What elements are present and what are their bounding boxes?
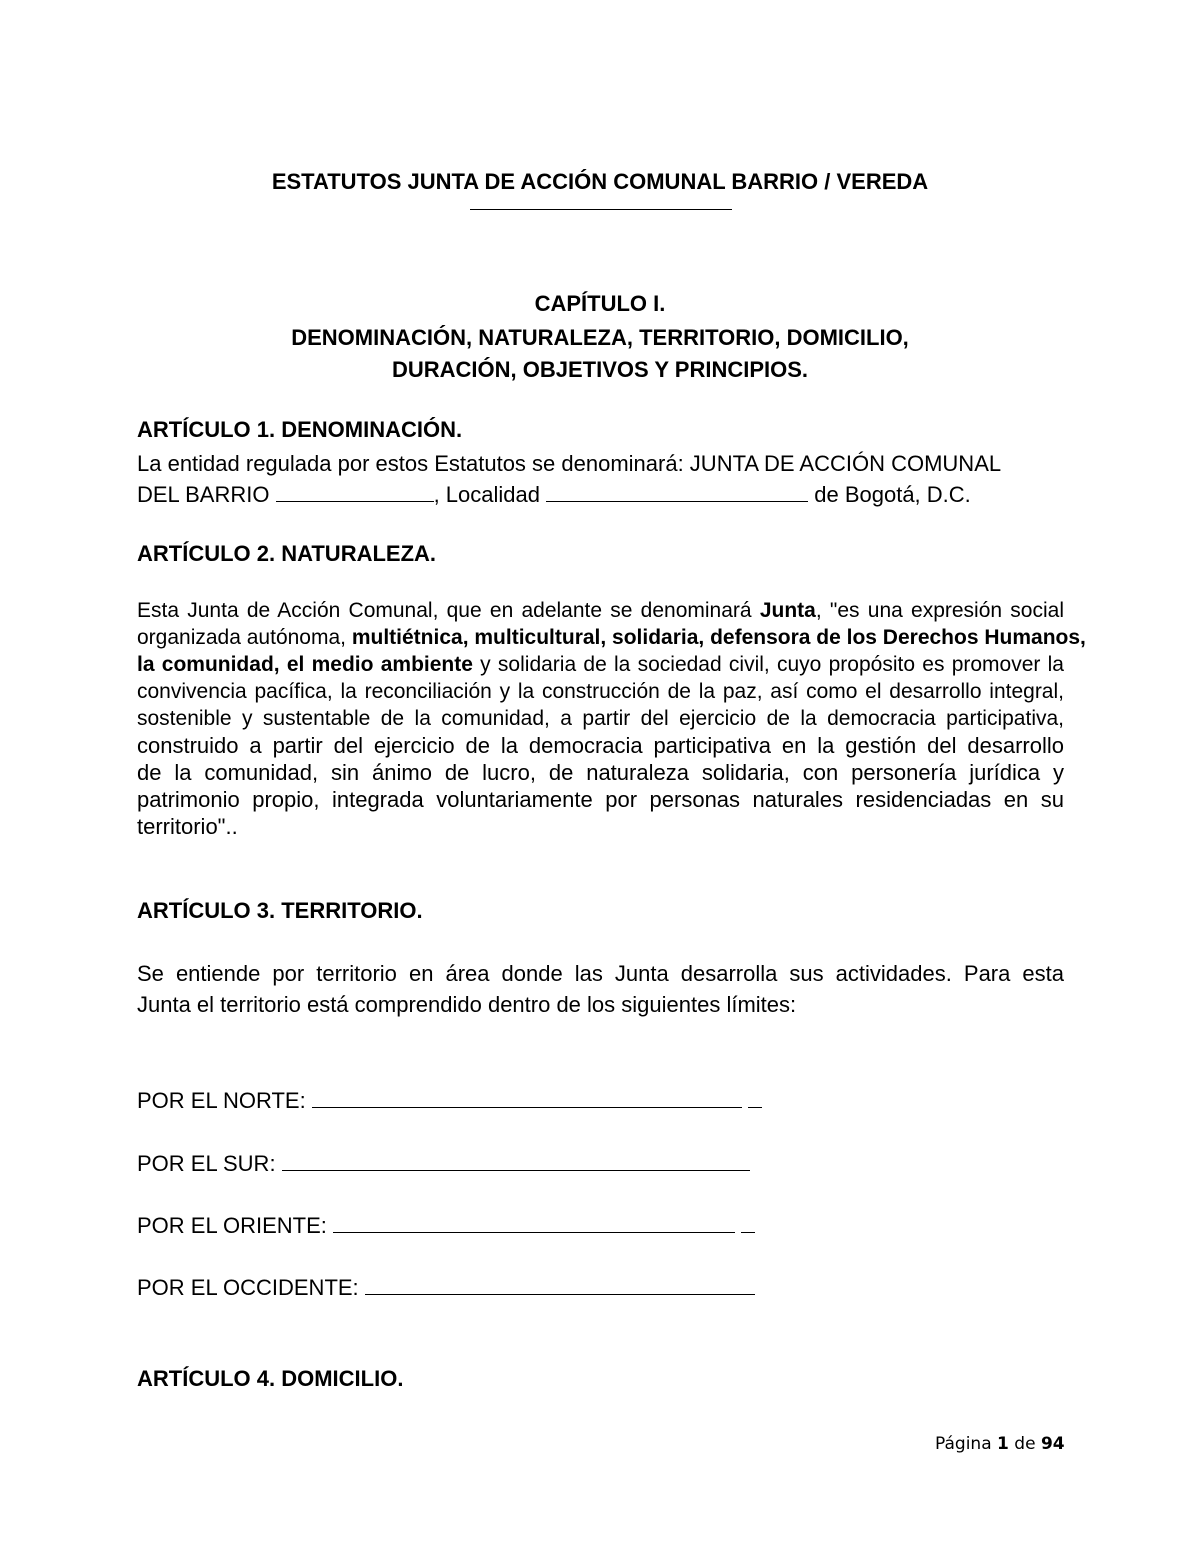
article-2-line-5: sostenible y sustentable de la comunidad, a partir del ejercicio de la democracia participativa,: [137, 707, 1064, 730]
article-2-line-7: de la comunidad, sin ánimo de lucro, de naturaleza solidaria, con personería jurídica y: [137, 760, 1064, 785]
localidad-name-blank: [546, 479, 808, 502]
article-3-line-2: Junta el territorio está comprendido dentro de los siguientes límites:: [137, 992, 797, 1017]
limit-south-blank: [282, 1148, 750, 1171]
article-3-line-1: Se entiende por territorio en área donde las Junta desarrolla sus actividades. Para esta: [137, 961, 1064, 986]
article-2-line-1: Esta Junta de Acción Comunal, que en adelante se denominará Junta, "es una expresión social: [137, 599, 1064, 622]
limit-east-blank-end: [741, 1210, 755, 1233]
limit-south: [137, 1148, 750, 1179]
article-2-line-3: la comunidad, el medio ambiente y solidaria de la sociedad civil, cuyo propósito es promover la: [137, 653, 1064, 676]
limit-north-blank-end: [748, 1085, 762, 1108]
chapter-title-line-1: DENOMINACIÓN, NATURALEZA, TERRITORIO, DOMICILIO,: [291, 325, 909, 350]
barrio-name-blank: [276, 479, 434, 502]
article-2-heading: ARTÍCULO 2. NATURALEZA.: [137, 541, 437, 566]
limit-west: [137, 1272, 755, 1303]
chapter-title-line-2: DURACIÓN, OBJETIVOS Y PRINCIPIOS.: [391, 357, 809, 382]
limit-east: [137, 1210, 755, 1241]
article-1-line-1: La entidad regulada por estos Estatutos se denominará: JUNTA DE ACCIÓN COMUNAL: [137, 451, 1002, 476]
limit-north: [137, 1085, 762, 1116]
article-4-heading: ARTÍCULO 4. DOMICILIO.: [137, 1366, 404, 1391]
chapter-number: CAPÍTULO I.: [534, 291, 666, 316]
article-1-city: de Bogotá, D.C.: [814, 482, 971, 507]
limit-south-label: POR EL SUR:: [137, 1151, 276, 1176]
article-1-line-2: [137, 479, 1064, 510]
limit-west-label: POR EL OCCIDENTE:: [137, 1275, 359, 1300]
limit-west-blank: [365, 1272, 755, 1295]
article-1-body: [137, 448, 1064, 510]
page-number-footer: Página 1 de 94: [935, 1434, 1065, 1454]
article-3-heading: ARTÍCULO 3. TERRITORIO.: [137, 898, 423, 923]
article-1-barrio-label: DEL BARRIO: [137, 482, 270, 507]
limit-east-blank: [333, 1210, 735, 1233]
article-2-line-4: convivencia pacífica, la reconciliación y la construcción de la paz, así como el desarrollo integral,: [137, 680, 1064, 703]
title-blank-line: [470, 209, 732, 210]
article-1-heading: ARTÍCULO 1. DENOMINACIÓN.: [137, 417, 463, 442]
limit-north-label: POR EL NORTE:: [137, 1088, 306, 1113]
article-1-localidad-label: , Localidad: [433, 482, 540, 507]
article-2-body: [137, 597, 1086, 840]
document-title: ESTATUTOS JUNTA DE ACCIÓN COMUNAL BARRIO / VEREDA: [271, 169, 929, 194]
article-3-body: [137, 958, 1064, 1020]
article-2-line-2: organizada autónoma, multiétnica, multicultural, solidaria, defensora de los Derechos Humanos,: [137, 626, 1086, 649]
article-2-line-9: territorio"..: [137, 814, 238, 839]
article-2-line-8: patrimonio propio, integrada voluntariamente por personas naturales residenciadas en su: [137, 787, 1064, 812]
limit-east-label: POR EL ORIENTE:: [137, 1213, 327, 1238]
limit-north-blank: [312, 1085, 742, 1108]
article-2-line-6: construido a partir del ejercicio de la democracia participativa en la gestión del desarrollo: [137, 733, 1064, 758]
